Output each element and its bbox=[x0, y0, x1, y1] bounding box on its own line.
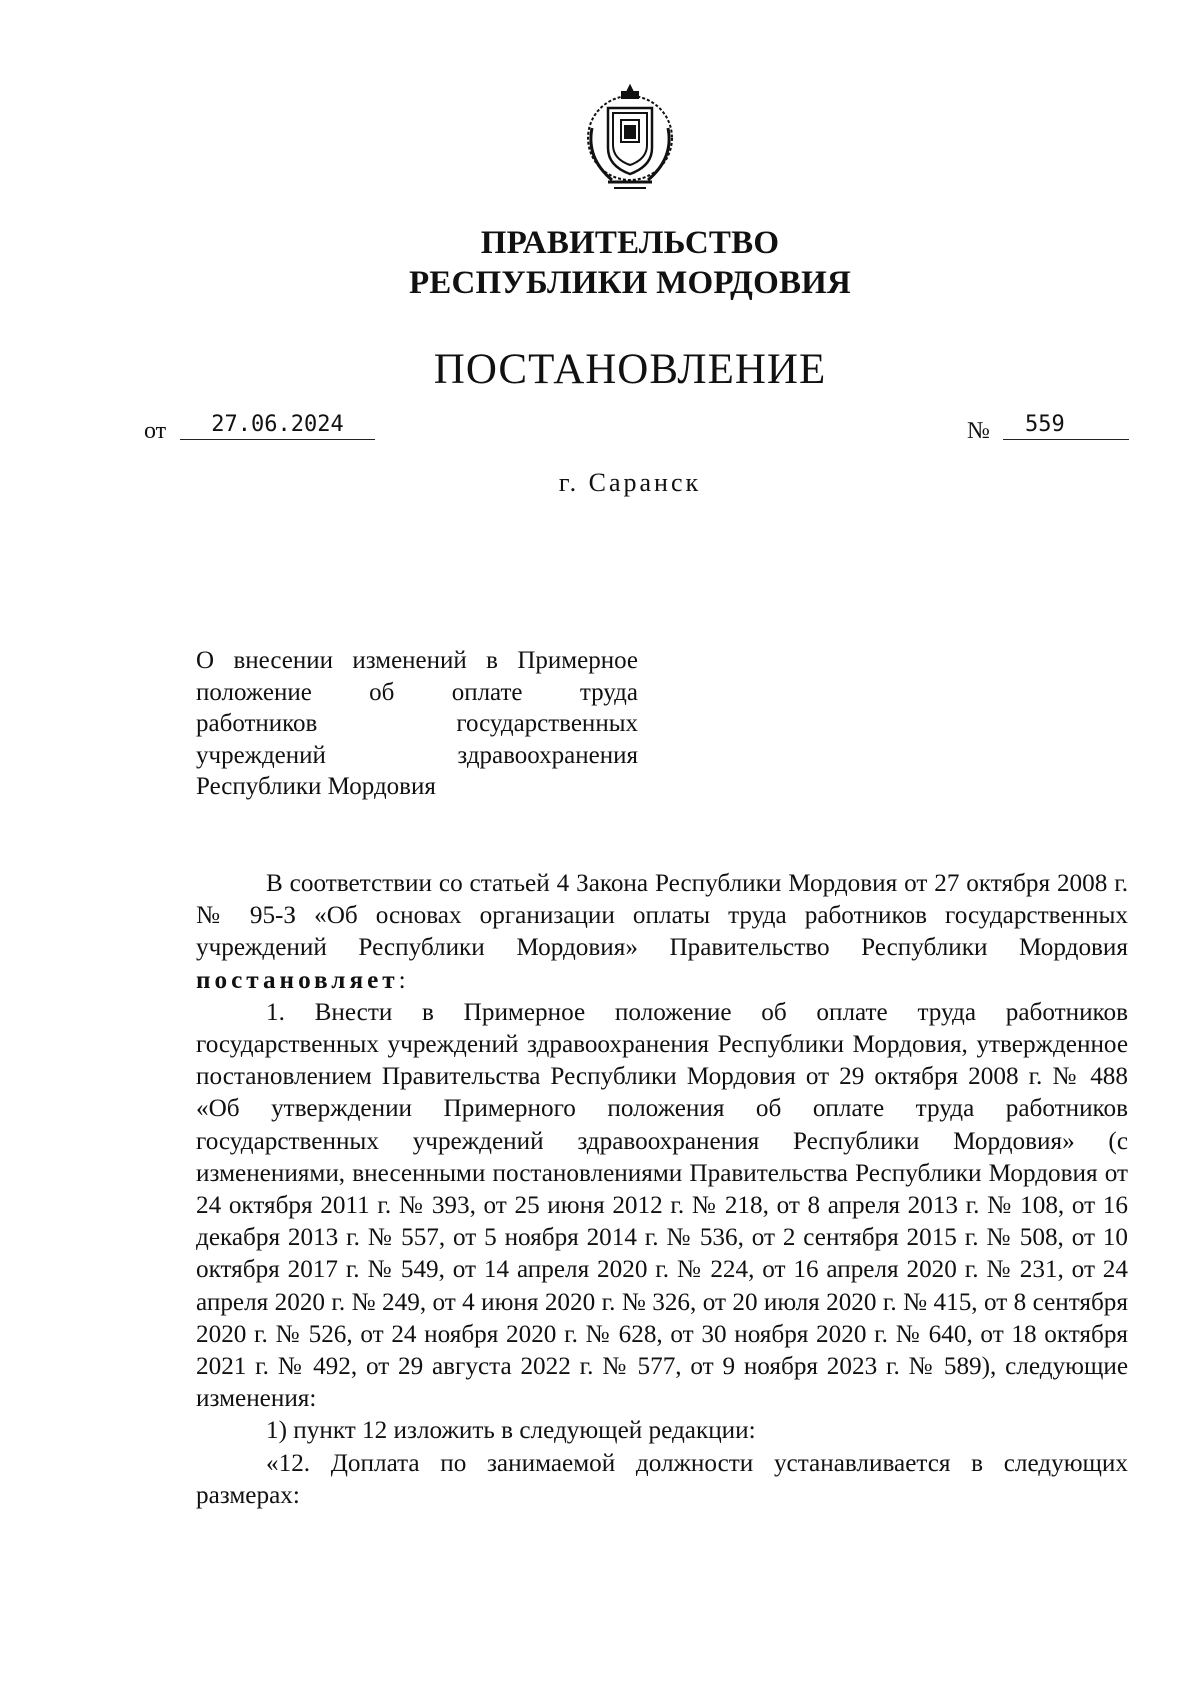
preamble-text: В соответствии со статьей 4 Закона Республики Мордовия от 27 октября 2008 г. № 95-З «Об основах организации оплаты труда работников государственных учреждений Республики Мордовия» Правительство Республики Мордовия bbox=[196, 870, 1128, 962]
date-prefix: от bbox=[144, 418, 167, 444]
body-paragraph: «12. Доплата по занимаемой должности устанавливается в следующих размерах: bbox=[196, 1449, 1128, 1509]
subject-line: работников государственных bbox=[196, 710, 638, 737]
document-body bbox=[196, 868, 1128, 1512]
issuer-line-2: РЕСПУБЛИКИ МОРДОВИЯ bbox=[408, 265, 852, 301]
number-prefix: № bbox=[967, 418, 990, 444]
document-date: 27.06.2024 bbox=[180, 412, 375, 440]
document-type-title: ПОСТАНОВЛЕНИЕ bbox=[433, 346, 827, 393]
subject-line: Республики Мордовия bbox=[196, 773, 436, 800]
body-paragraph: 1. Внести в Примерное положение об оплате труда работников государственных учреждений здравоохранения Республики Мордовия, утвержденное постановлением Правительства Республики Мордовия от 29 октября 2008 г. № 488 «Об утверждении Примерного положения об оплате труда работников государственных учреждений здравоохранения Республики Мордовия» (с изменениями, внесенными постановлениями Правительства Республики Мордовия от 24 октября 2011 г. № 393, от 25 июня 2012 г. № 218, от 8 апреля 2013 г. № 108, от 16 декабря 2013 г. № 557, от 5 ноября 2014 г. № 536, от 2 сентября 2015 г. № 508, от 10 октября 2017 г. № 549, от 14 апреля 2020 г. № 224, от 16 апреля 2020 г. № 231, от 24 апреля 2020 г. № 249, от 4 июня 2020 г. № 326, от 20 июля 2020 г. № 415, от 8 сентября 2020 г. № 526, от 24 ноября 2020 г. № 628, от 30 ноября 2020 г. № 640, от 18 октября 2021 г. № 492, от 29 августа 2022 г. № 577, от 9 ноября 2023 г. № 589), следующие изменения: bbox=[196, 998, 1128, 1413]
subject-line: учреждений здравоохранения bbox=[196, 741, 638, 769]
document-subject bbox=[196, 645, 638, 803]
subject-line: О внесении изменений в Примерное bbox=[196, 647, 638, 674]
body-paragraph: 1) пункт 12 изложить в следующей редакции: bbox=[266, 1417, 756, 1445]
coat-of-arms-emblem bbox=[578, 78, 682, 196]
body-paragraph bbox=[196, 868, 1128, 997]
resolution-keyword: постановляет bbox=[196, 966, 399, 994]
document-number: 559 bbox=[1003, 412, 1129, 440]
subject-line: положение об оплате труда bbox=[196, 678, 638, 706]
issuer-line-1: ПРАВИТЕЛЬСТВО bbox=[480, 225, 780, 261]
preamble-end: : bbox=[398, 966, 406, 994]
city-line: г. Саранск bbox=[558, 468, 702, 497]
